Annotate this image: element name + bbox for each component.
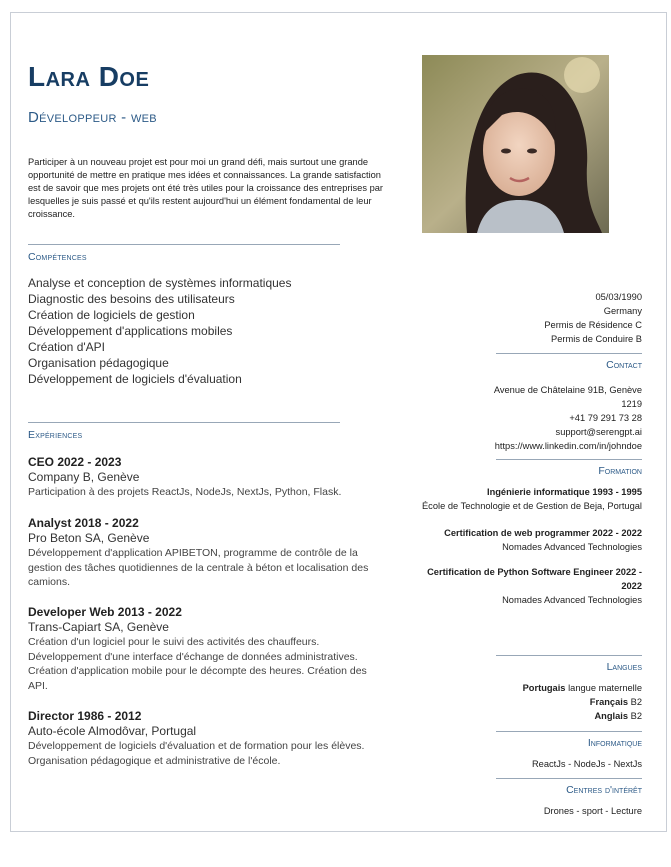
- language-item: [523, 709, 642, 723]
- experience-company: Pro Beton SA, Genève: [28, 531, 150, 545]
- experiences-title: Expériences: [28, 429, 83, 441]
- experience-company: Auto-école Almodôvar, Portugal: [28, 724, 197, 738]
- profile-summary: Participer à un nouveau projet est pour moi un grand défi, mais surtout une grande opportunité de mettre en pratique mes idées et connaissances. La grande satisfaction est de savoir que mes projets ont été très utiles pour la croissance des entreprises par lesquelles je suis passé et qu'ils restent aujourd'hui un élément fondamental de leur croissance.: [28, 157, 384, 219]
- skills-list: [28, 275, 291, 387]
- formation-divider: [496, 459, 642, 460]
- contact-title: Contact: [606, 359, 642, 371]
- formation-item: [444, 526, 642, 554]
- language-level: B2: [630, 711, 642, 721]
- experience-item: [28, 709, 373, 768]
- skills-title: Compétences: [28, 251, 87, 263]
- skill-item: Création d'API: [28, 340, 105, 354]
- formation-degree-cont: 2022: [621, 581, 642, 591]
- interests-title: Centres d'intérêt: [566, 784, 642, 796]
- linkedin-link[interactable]: https://www.linkedin.com/in/johndoe: [494, 441, 642, 451]
- languages-title: Langues: [606, 661, 642, 673]
- language-level: B2: [630, 697, 642, 707]
- formation-title: Formation: [598, 465, 642, 477]
- email-link[interactable]: support@serengpt.ai: [555, 427, 642, 437]
- interests-divider: [496, 778, 642, 779]
- experience-description: Création d'un logiciel pour le suivi des activités des chauffeurs. Développement d'une interface d'échange de données administratives. Création d'application mobile pour le décompte des heures. Création des API.: [28, 636, 367, 692]
- formation-item: [427, 565, 642, 607]
- it-divider: [496, 731, 642, 732]
- experience-company: Company B, Genève: [28, 470, 140, 484]
- formation-degree: Ingénierie informatique 1993 - 1995: [486, 487, 642, 497]
- contact-block: [494, 383, 642, 453]
- contact-divider: [496, 353, 642, 354]
- candidate-name: Lara Doe: [28, 61, 150, 92]
- portrait-image: [422, 55, 609, 233]
- skill-item: Diagnostic des besoins des utilisateurs: [28, 292, 235, 306]
- skills-divider: [28, 244, 340, 245]
- experience-description: Développement d'application APIBETON, programme de contrôle de la gestion des tâches quotidiennes de la centrale à béton et localisation des camions.: [28, 547, 369, 588]
- experience-item: [28, 605, 373, 693]
- skill-item: Organisation pédagogique: [28, 356, 169, 370]
- experience-description: Développement de logiciels d'évaluation et de formation pour les élèves. Organisation pédagogique et administrative de l'école.: [28, 740, 365, 767]
- skill-item: Développement d'applications mobiles: [28, 324, 233, 338]
- formation-degree: Certification de web programmer 2022 - 2022: [444, 528, 642, 538]
- experience-title: Director 1986 - 2012: [28, 709, 142, 723]
- candidate-role: Développeur - web: [28, 109, 157, 126]
- formation-school: Nomades Advanced Technologies: [502, 542, 642, 552]
- experience-title: Developer Web 2013 - 2022: [28, 605, 182, 619]
- interests-list: Drones - sport - Lecture: [543, 806, 642, 816]
- driving-license: Permis de Conduire B: [551, 334, 642, 344]
- language-item: [523, 681, 642, 695]
- birth-date: 05/03/1990: [595, 292, 642, 302]
- resume-page: [10, 12, 667, 832]
- formation-school: Nomades Advanced Technologies: [502, 595, 642, 605]
- formation-school: École de Technologie et de Gestion de Beja, Portugal: [421, 501, 642, 511]
- experience-item: [28, 516, 373, 590]
- skill-item: Développement de logiciels d'évaluation: [28, 372, 242, 386]
- country: Germany: [603, 306, 642, 316]
- skill-item: Analyse et conception de systèmes informatiques: [28, 276, 292, 290]
- it-skills: ReactJs - NodeJs - NextJs: [531, 759, 642, 769]
- experience-company: Trans-Capiart SA, Genève: [28, 620, 169, 634]
- phone-number: +41 79 291 73 28: [569, 413, 642, 423]
- experience-item: [28, 455, 373, 500]
- experience-title: Analyst 2018 - 2022: [28, 516, 139, 530]
- experience-description: Participation à des projets ReactJs, NodeJs, NextJs, Python, Flask.: [28, 486, 342, 498]
- experience-title: CEO 2022 - 2023: [28, 455, 122, 469]
- experiences-divider: [28, 422, 340, 423]
- residence-permit: Permis de Résidence C: [544, 320, 642, 330]
- languages-list: [523, 681, 642, 723]
- postal-code: 1219: [621, 399, 642, 409]
- language-level: langue maternelle: [568, 683, 642, 693]
- language-item: [523, 695, 642, 709]
- skill-item: Création de logiciels de gestion: [28, 308, 195, 322]
- formation-degree: Certification de Python Software Engineer 2022 -: [427, 567, 642, 577]
- personal-info: [544, 290, 642, 346]
- address-line: Avenue de Châtelaine 91B, Genève: [493, 385, 642, 395]
- language-name: Anglais: [594, 711, 629, 721]
- language-name: Portugais: [522, 683, 566, 693]
- languages-divider: [496, 655, 642, 656]
- language-name: Français: [589, 697, 629, 707]
- formation-item: [422, 485, 642, 513]
- profile-photo: [422, 55, 609, 233]
- it-title: Informatique: [587, 737, 642, 749]
